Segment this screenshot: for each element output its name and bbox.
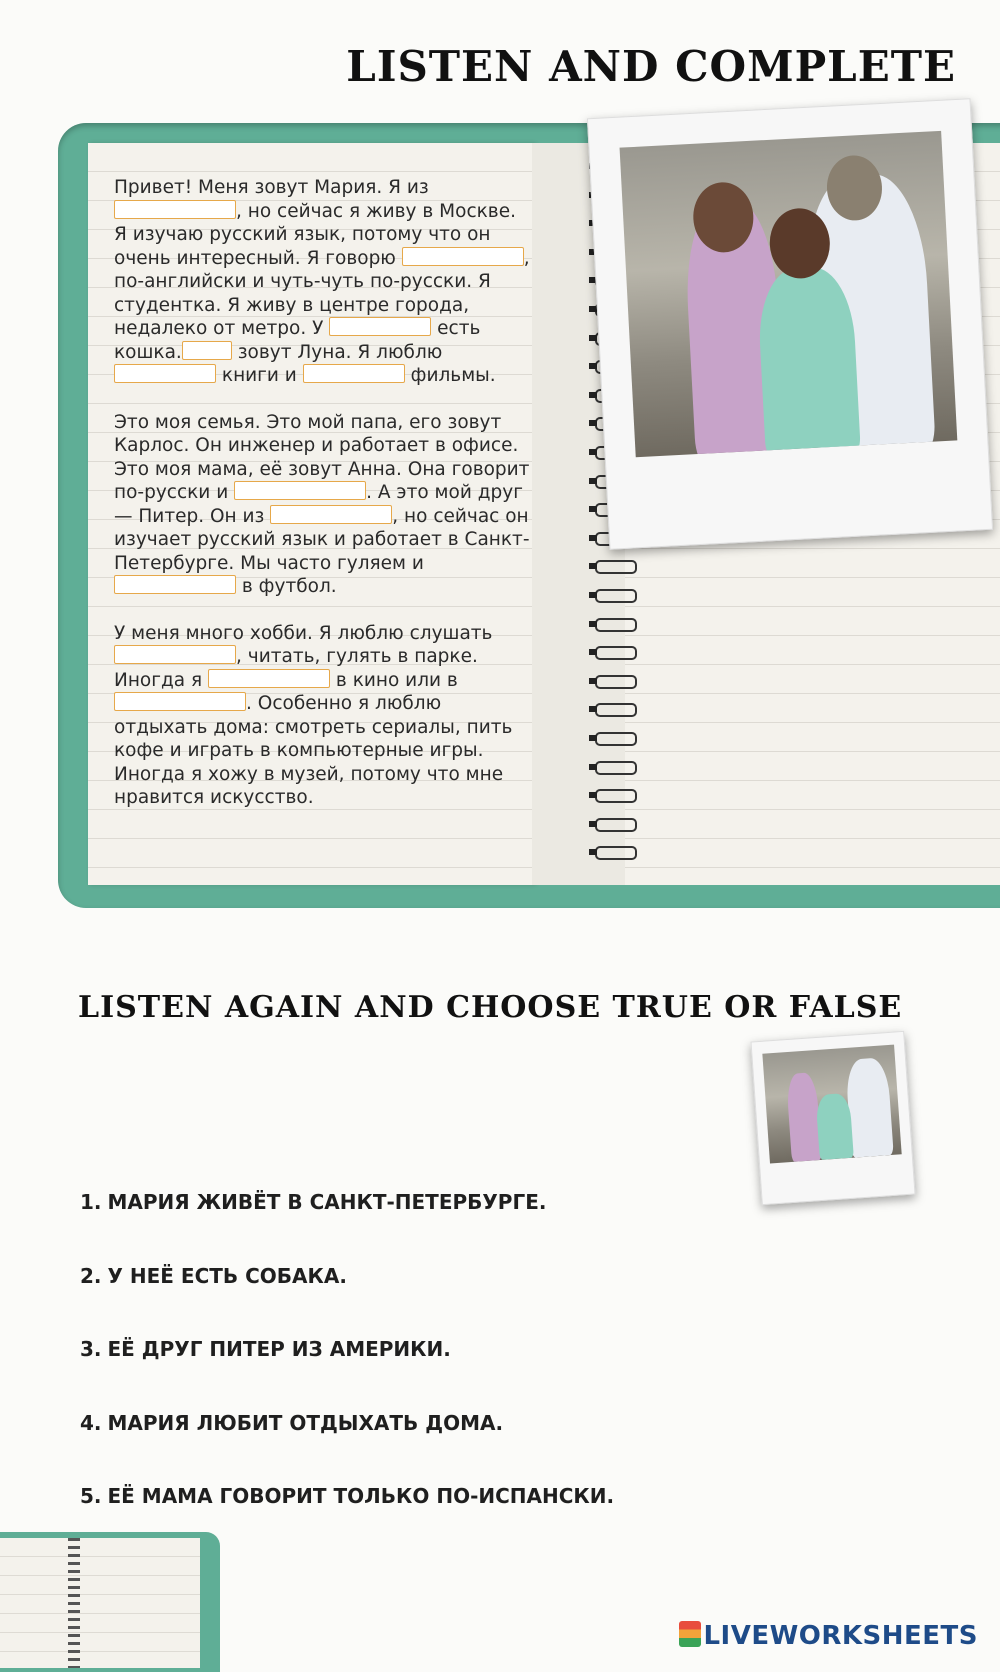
story-text	[114, 176, 534, 833]
story-text-fragment: . А это мой друг — Питер. Он из	[114, 482, 523, 527]
answer-blank-6[interactable]	[303, 364, 405, 383]
story-paragraph-2	[114, 411, 534, 599]
spiral-ring	[595, 703, 637, 717]
question-text: МАРИЯ ЖИВЁТ В САНКТ-ПЕТЕРБУРГЕ.	[107, 1190, 547, 1214]
question-item[interactable]	[80, 1411, 620, 1485]
question-text: У НЕЁ ЕСТЬ СОБАКА.	[107, 1263, 347, 1288]
question-number: 1.	[80, 1190, 102, 1214]
question-number: 5.	[80, 1484, 102, 1508]
story-paragraph-1	[114, 176, 534, 388]
question-number: 4.	[80, 1410, 102, 1435]
answer-blank-3[interactable]	[329, 317, 431, 336]
question-item[interactable]	[80, 1190, 620, 1264]
story-text-fragment: Привет! Меня зовут Мария. Я из	[114, 177, 429, 198]
story-text-fragment: , по-английски и чуть-чуть по-русски. Я студентка. Я живу в центре города, недалеко от метро. У	[114, 247, 530, 339]
story-text-fragment: фильмы.	[410, 365, 496, 386]
family-photo-polaroid-small	[750, 1031, 915, 1205]
question-text: ЕЁ ДРУГ ПИТЕР ИЗ АМЕРИКИ.	[107, 1337, 451, 1361]
true-false-questions	[80, 1190, 620, 1558]
spiral-ring	[595, 761, 637, 775]
answer-blank-11[interactable]	[208, 669, 330, 688]
question-item[interactable]	[80, 1337, 620, 1411]
story-text-fragment: книги и	[221, 365, 297, 386]
liveworksheets-logo[interactable]	[679, 1621, 978, 1651]
question-text: ЕЁ МАМА ГОВОРИТ ТОЛЬКО ПО-ИСПАНСКИ.	[107, 1484, 615, 1508]
liveworksheets-icon	[679, 1621, 701, 1647]
spiral-ring	[595, 646, 637, 660]
story-text-fragment: есть кошка.	[114, 318, 481, 363]
question-number: 2.	[80, 1263, 102, 1288]
family-photo-small	[762, 1045, 901, 1164]
family-photo-polaroid	[587, 98, 993, 550]
story-text-fragment: , но сейчас я живу в Москве. Я изучаю русский язык, потому что он очень интересный. Я говорю	[114, 200, 516, 269]
story-text-fragment: в кино или в	[335, 669, 458, 691]
spiral-ring	[595, 732, 637, 746]
corner-notebook-spiral	[68, 1538, 80, 1668]
family-photo	[620, 131, 958, 457]
story-text-fragment: зовут Луна. Я люблю	[237, 341, 443, 363]
spiral-ring	[595, 818, 637, 832]
answer-blank-9[interactable]	[114, 575, 236, 594]
spiral-ring	[595, 589, 637, 603]
story-text-fragment: , читать, гулять в парке. Иногда я	[114, 646, 478, 691]
story-text-fragment: Это моя семья. Это мой папа, его зовут Карлос. Он инженер и работает в офисе. Это моя мама, её зовут Анна. Она говорит по-русски и	[114, 411, 530, 503]
answer-blank-5[interactable]	[114, 364, 216, 383]
spiral-ring	[595, 618, 637, 632]
question-item[interactable]	[80, 1264, 620, 1338]
brand-text: LIVEWORKSHEETS	[703, 1621, 978, 1651]
answer-blank-2[interactable]	[402, 247, 524, 266]
story-text-fragment: . Особенно я люблю отдыхать дома: смотреть сериалы, пить кофе и играть в компьютерные игры. Иногда я хожу в музей, потому что мне нравится искусство.	[114, 693, 513, 808]
answer-blank-7[interactable]	[234, 481, 366, 500]
second-title: LISTEN AGAIN AND CHOOSE TRUE OR FALSE	[78, 990, 903, 1025]
main-title: LISTEN AND COMPLETE	[346, 42, 956, 91]
spiral-ring	[595, 560, 637, 574]
spiral-ring	[595, 846, 637, 860]
story-paragraph-3	[114, 622, 534, 810]
answer-blank-12[interactable]	[114, 692, 246, 711]
answer-blank-8[interactable]	[270, 505, 392, 524]
question-text: МАРИЯ ЛЮБИТ ОТДЫХАТЬ ДОМА.	[107, 1410, 504, 1435]
story-text-fragment: в футбол.	[241, 576, 337, 597]
spiral-ring	[595, 789, 637, 803]
answer-blank-4[interactable]	[182, 341, 232, 360]
spiral-ring	[595, 675, 637, 689]
corner-notebook-page	[0, 1538, 200, 1668]
story-text-fragment: У меня много хобби. Я люблю слушать	[114, 622, 493, 644]
question-number: 3.	[80, 1337, 102, 1361]
answer-blank-1[interactable]	[114, 200, 236, 219]
answer-blank-10[interactable]	[114, 645, 236, 664]
story-text-fragment: , но сейчас он изучает русский язык и работает в Санкт-Петербурге. Мы часто гуляем и	[114, 505, 530, 574]
